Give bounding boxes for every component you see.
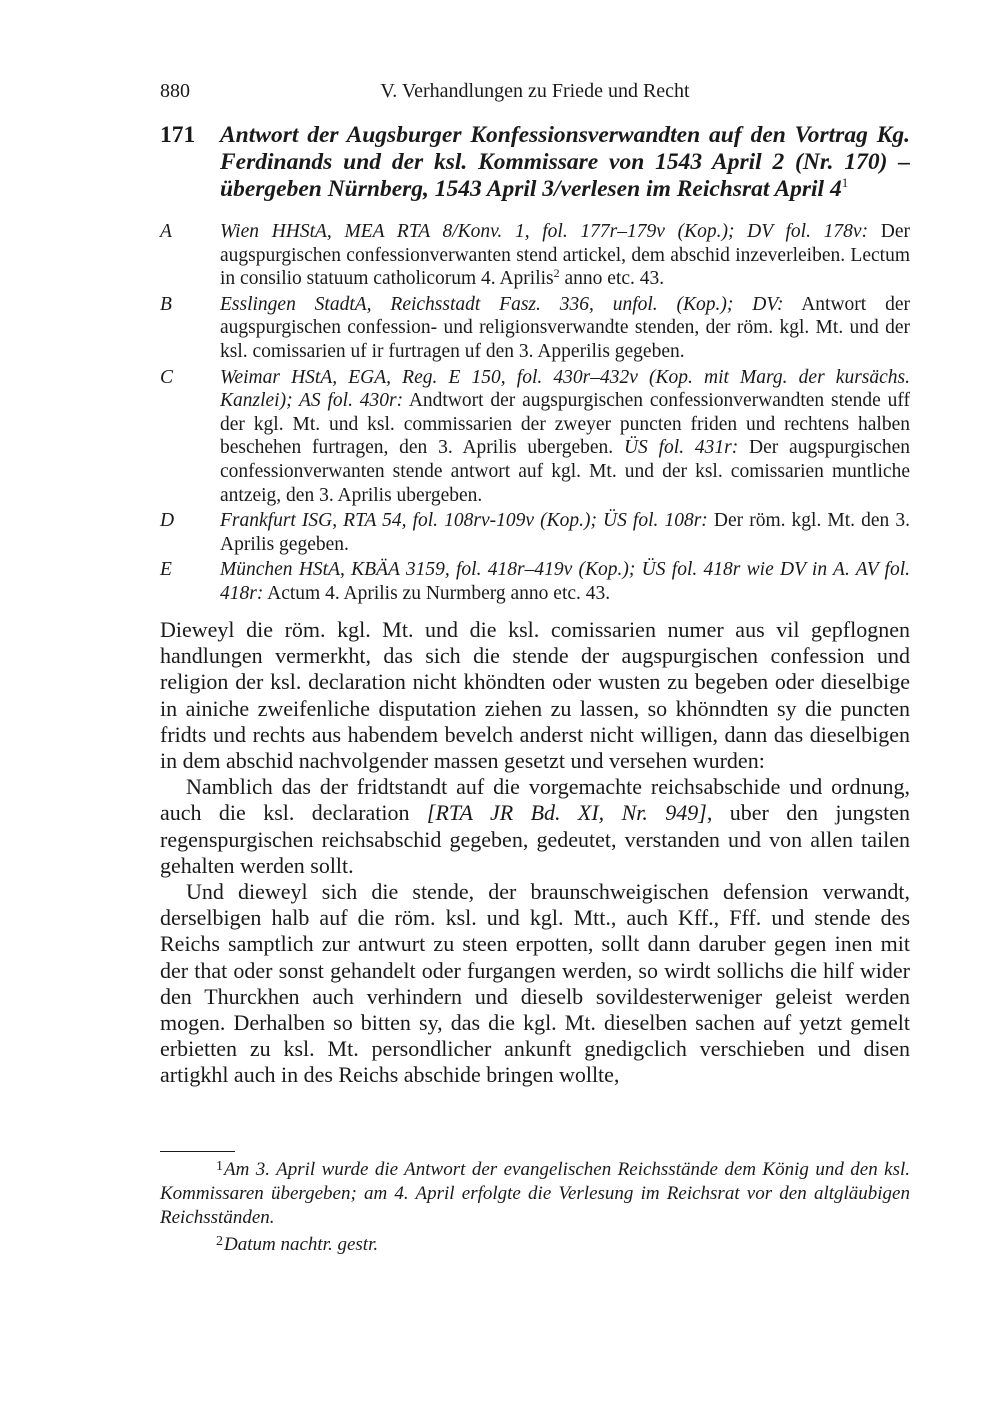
running-head [160, 80, 910, 110]
source-reference: Wien HHStA, MEA RTA 8/Konv. 1, fol. 177r–179v (Kop.); DV fol. 178v: [220, 221, 869, 242]
paragraph-1: Dieweyl die röm. kgl. Mt. und die ksl. comissarien numer aus vil gepflognen handlungen vermerkht, das sich die stende der augspurgischen confession und religion der ksl. declaration nicht khöndten oder wusten zu begeben oder dieselbige in ainiche zweifenliche disputation ziehen zu lassen, so khönndten sy die puncten fridts und rechts aus habendem bevelch anderst nicht willigen, dann das dieselbigen in dem abschid nachvolgender massen gesetzt und versehen wurden: [160, 617, 910, 774]
document-title [220, 122, 910, 203]
paragraph-3: Und dieweyl sich die stende, der braunschweigischen defension verwandt, derselbigen halb auf die röm. ksl. und kgl. Mtt., auch Kff., Fff. und stende des Reichs samptlich zur antwurt zu steen erpotten, sollt dann daruber gegen inen mit der that oder sonst gehandelt oder furgangen werden, so wirdt sollichs die hilf wider den Thurckhen auch verhindern und dieselb sovildesterweniger geleist werden mogen. Derhalben so bitten sy, das die kgl. Mt. dieselben sachen auf yetzt gemelt erbietten zu ksl. Mt. persondlicher ankunft gnedigclich verschieben und disen artigkhl auch in des Reichs abschide bringen wollte, [160, 879, 910, 1088]
document-title-text: Antwort der Augsburger Konfessionsverwandten auf den Vortrag Kg. Ferdinands und der ksl. Kommissare von 1543 April 2 (Nr. 170) – übergeben Nürnberg, 1543 April 3/verlesen im Reichsrat April 4 [220, 122, 910, 202]
source-siglum: B [160, 293, 172, 315]
document-number: 171 [160, 122, 196, 148]
source-entry-c [160, 366, 910, 508]
source-reference: Frankfurt ISG, RTA 54, fol. 108rv-109v (Kop.); ÜS fol. 108r: [220, 510, 708, 532]
source-text-2: Der augspurgischen confessionverwanten stende antwort auf kgl. Mt. und der ksl. comissarien muntliche antzeig, den 3. Aprilis ubergeben. [220, 437, 910, 506]
source-reference: Esslingen StadtA, Reichsstadt Fasz. 336, unfol. (Kop.); DV: [220, 293, 784, 315]
paragraph-2-text-b: , uber den jungsten regenspurgischen reichsabschid gegeben, gedeutet, verstanden und von allen tailen gehalten werden sollt. [160, 800, 910, 878]
paragraph-2 [160, 774, 910, 879]
source-siglum: E [160, 559, 172, 581]
page-number: 880 [160, 80, 190, 102]
source-text-tail: anno etc. 43. [559, 268, 665, 290]
source-entry-e [160, 558, 910, 605]
source-text: Andtwort der augspurgischen confessionverwandten stende uff der kgl. Mt. und ksl. commissarien der zweyer puncten friden und rechtens halben beschehen furtragen, den 3. Aprilis ubergeben. [220, 390, 910, 459]
source-siglum: C [160, 366, 174, 388]
source-text: Der röm. kgl. Mt. den 3. Aprilis gegeben. [220, 510, 910, 555]
footnote-text: Datum nachtr. gestr. [224, 1234, 379, 1255]
source-reference: München HStA, KBÄA 3159, fol. 418r–419v (Kop.); ÜS fol. 418r wie DV in A. AV fol. 418r: [220, 559, 910, 604]
source-siglum: D [160, 510, 175, 532]
source-reference: Weimar HStA, EGA, Reg. E 150, fol. 430r–432v (Kop. mit Marg. der kursächs. Kanzlei); AS fol. 430r: [220, 366, 910, 412]
paragraph-2-text-a: Namblich das der fridtstandt auf die vorgemachte reichsabschide und ordnung, auch die ksl. declaration [160, 774, 910, 826]
footnote-1 [160, 1155, 910, 1230]
source-entry-a [160, 220, 910, 291]
source-entry-d [160, 509, 910, 556]
footnote-divider [160, 1151, 235, 1152]
source-text: Antwort der augspurgischen confession- und religionsverwandte stenden, der röm. kgl. Mt. und der ksl. comissarien uf ir furtragen uf den 3. Apperilis gegeben. [220, 293, 910, 362]
source-reference-2: ÜS fol. 431r: [623, 437, 739, 459]
source-siglum: A [160, 221, 172, 242]
source-entry-b [160, 293, 910, 364]
footnote-number: 2 [216, 1234, 223, 1249]
footnote-number: 1 [216, 1159, 223, 1174]
source-text: Der augspurgischen confessionverwanten stend artickel, dem abschid inzeverleiben. Lectum in consilio statuum catholicorum 4. Aprilis [220, 221, 911, 290]
footnote-marker: 2 [553, 266, 560, 281]
footnote-text: Am 3. April wurde die Antwort der evangelischen Reichsstände dem König und den ksl. Kommissaren übergeben; am 4. April erfolgte die Verlesung im Reichsrat vor den altgläubigen Reichsständen. [160, 1159, 910, 1228]
source-list [160, 220, 910, 608]
title-footnote-marker: 1 [841, 175, 849, 190]
running-title: V. Verhandlungen zu Friede und Recht [380, 80, 690, 102]
editorial-reference: [RTA JR Bd. XI, Nr. 949] [426, 800, 707, 826]
source-text: Actum 4. Aprilis zu Nurmberg anno etc. 43. [263, 582, 611, 604]
footnote-2 [160, 1230, 910, 1257]
footnotes [160, 1155, 910, 1257]
body-text [160, 617, 910, 1089]
